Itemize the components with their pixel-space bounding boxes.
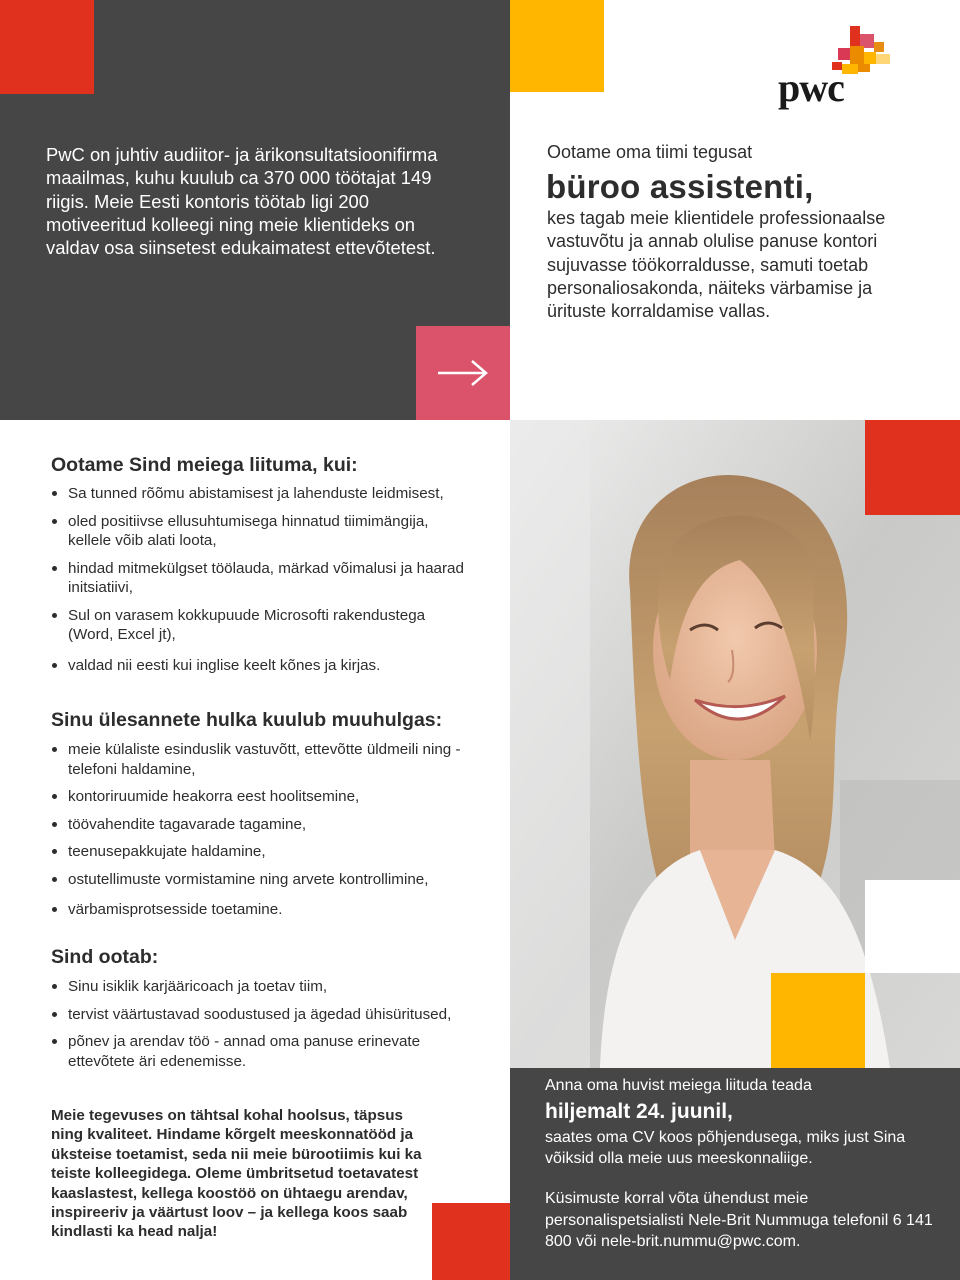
offer-list bbox=[50, 977, 470, 1071]
list-item: meie külaliste esinduslik vastuvõtt, ettevõtte üldmeili ning -telefoni haldamine, bbox=[50, 740, 470, 779]
list-item: töövahendite tagavarade tagamine, bbox=[50, 815, 470, 835]
list-item: Sa tunned rõõmu abistamisest ja lahenduste leidmisest, bbox=[50, 484, 470, 504]
list-item: tervist väärtustavad soodustused ja ägedad ühisüritused, bbox=[50, 1005, 470, 1025]
invite-subtitle: Ootame oma tiimi tegusat bbox=[547, 142, 753, 162]
tasks-heading: Sinu ülesannete hulka kuulub muuhulgas: bbox=[51, 709, 443, 731]
list-item: värbamisprotsesside toetamine. bbox=[50, 900, 470, 920]
intro-text: PwC on juhtiv audiitor- ja ärikonsultatsioonifirma maailmas, kuhu kuulub ca 370 000 töötajat 149 riigis. Meie Eesti kontoris töötab ligi 200 motiveeritud kolleegi ning meie klientideks on valdav osa siinsetest edukaimatest ettevõtetest. bbox=[46, 144, 438, 259]
closing-statement: Meie tegevuses on tähtsal kohal hoolsus, täpsus ning kvaliteet. Hindame kõrgelt meeskonnatööd ja üksteise toetamist, seda nii meie bürootiimis kui ka teiste kolleegidega. Oleme ümbritsetud toetavatest kaaslastest, kellega koostöö on ühtaegu arendav, inspireeriv ja väärtust loov – ja kellega koos saab kindlasti ka head nalja! bbox=[51, 1107, 422, 1241]
tasks-list bbox=[50, 740, 470, 920]
contact-instructions: saates oma CV koos põhjendusega, miks just Sina võiksid olla meie uus meeskonnaliige. bbox=[545, 1129, 906, 1167]
requirements-heading: Ootame Sind meiega liituma, kui: bbox=[51, 454, 358, 476]
invite-description: kes tagab meie klientidele professionaalse vastuvõtu ja annab olulise panuse kontori sujuvasse töökorraldusse, samuti toetab personaliosakonda, näiteks värbamise ja ürituste korraldamise vallas. bbox=[547, 208, 886, 322]
logo-text: pwc bbox=[778, 65, 844, 110]
pwc-logo bbox=[776, 24, 896, 114]
list-item: Sul on varasem kokkupuude Microsofti rakendustega (Word, Excel jt), bbox=[50, 606, 470, 645]
requirements-list bbox=[50, 484, 470, 675]
arrow-button[interactable] bbox=[416, 326, 510, 420]
offer-heading: Sind ootab: bbox=[51, 946, 159, 968]
list-item: valdad nii eesti kui inglise keelt kõnes ja kirjas. bbox=[50, 656, 470, 676]
contact-details: Küsimuste korral võta ühendust meie personalispetsialisti Nele-Brit Nummuga telefonil 6 141 800 või nele-brit.nummu@pwc.com. bbox=[545, 1190, 933, 1250]
decor-red-square bbox=[432, 1203, 510, 1280]
contact-intro: Anna oma huvist meiega liituda teada bbox=[545, 1077, 812, 1094]
list-item: teenusepakkujate haldamine, bbox=[50, 842, 470, 862]
list-item: hindad mitmekülgset töölauda, märkad võimalusi ja haarad initsiatiivi, bbox=[50, 559, 470, 598]
decor-white-square bbox=[865, 880, 960, 973]
job-title: büroo assistenti, bbox=[546, 168, 814, 205]
list-item: Sinu isiklik karjääricoach ja toetav tiim, bbox=[50, 977, 470, 997]
list-item: kontoriruumide heakorra eest hoolitsemine, bbox=[50, 787, 470, 807]
arrow-right-icon bbox=[435, 358, 491, 388]
list-item: oled positiivse ellusuhtumisega hinnatud tiimimängija, kellele võib alati loota, bbox=[50, 512, 470, 551]
decor-red-square bbox=[0, 0, 94, 94]
list-item: põnev ja arendav töö - annad oma panuse erinevate ettevõtete äri edenemisse. bbox=[50, 1032, 470, 1071]
list-item: ostutellimuste vormistamine ning arvete kontrollimine, bbox=[50, 870, 470, 890]
application-deadline: hiljemalt 24. juunil, bbox=[545, 1100, 733, 1123]
decor-yellow-square bbox=[771, 973, 865, 1068]
decor-red-square bbox=[865, 420, 960, 515]
decor-yellow-square bbox=[510, 0, 604, 92]
